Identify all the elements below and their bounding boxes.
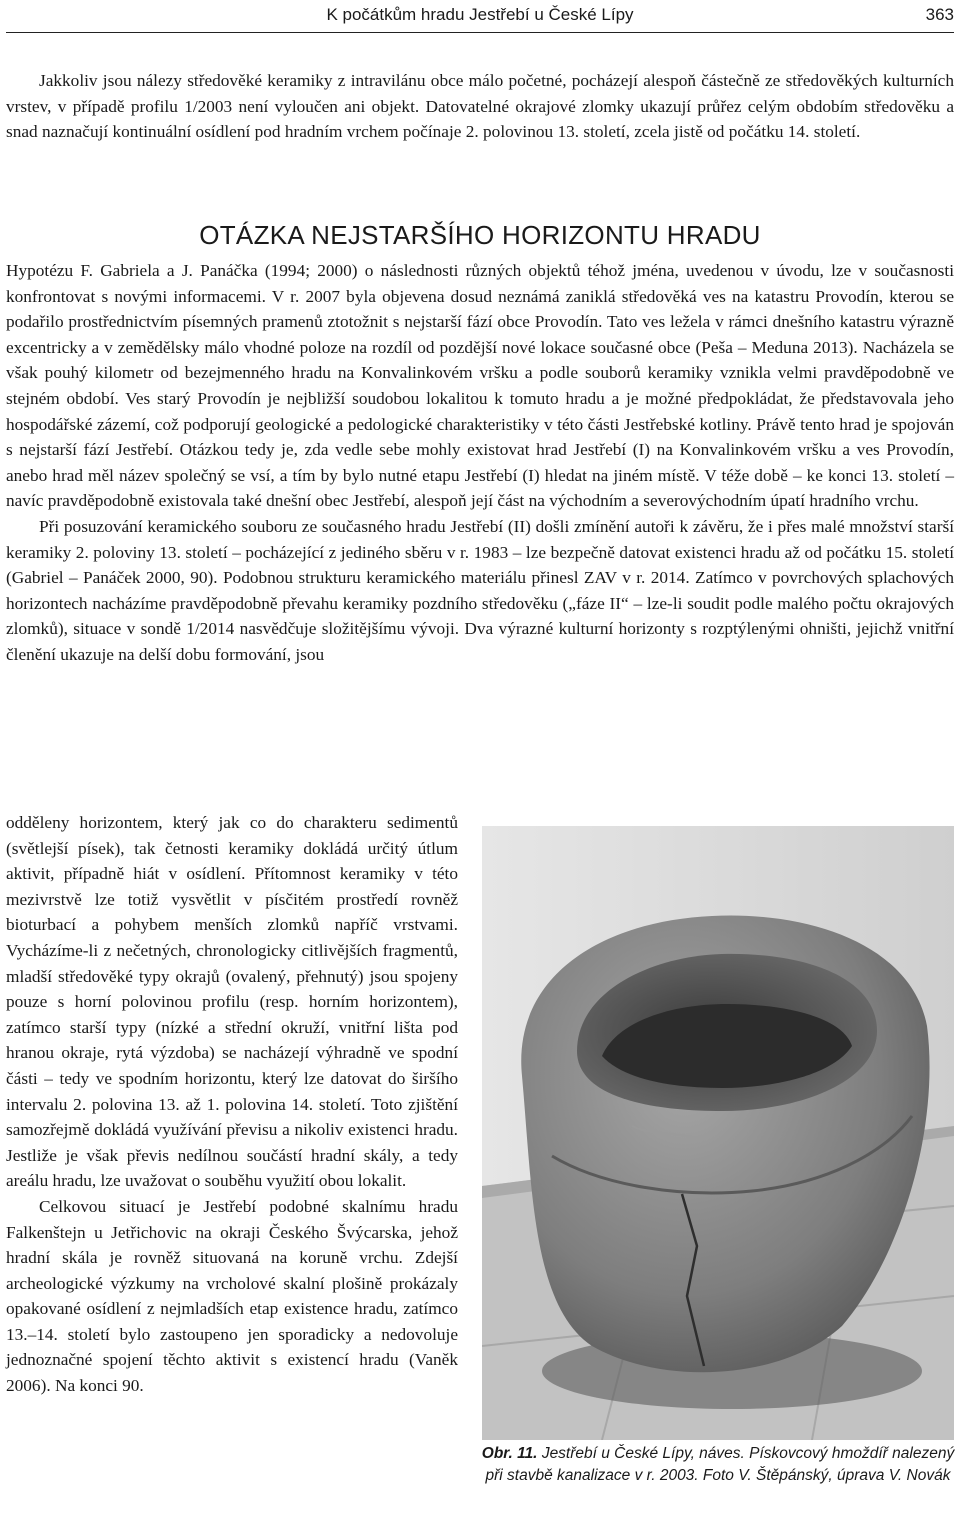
mortar-photo bbox=[482, 826, 954, 1440]
paragraph-2: Při posuzování keramického souboru ze současného hradu Jestřebí (II) došli zmínění autoři k závěru, že i přes malé množství starší keramiky 2. poloviny 13. století – pocházející z jediného sběru v r. 1983 – lze bezpečně datovat existenci hradu až od počátku 15. století (Gabriel – Panáček 2000, 90). Podobnou strukturu keramického materiálu přinesl ZAV v r. 2014. Zatímco v povrchových splachových horizontech nacházíme pravděpodobně převahu keramiky pozdního středověku („fáze II“ – lze-li soudit podle malého počtu okrajových zlomků), situace v sondě 1/2014 nasvědčuje složitějšímu vývoji. Dva výrazné kulturní horizonty s rozptýlenými ohništi, jejichž vnitřní členění ukazuje na delší dobu formování, jsou bbox=[6, 516, 954, 664]
paragraph-1: Hypotézu F. Gabriela a J. Panáčka (1994; 2000) o následnosti různých objektů téhož jména, uvedenou v úvodu, lze v současnosti konfrontovat s novými informacemi. V r. 2007 byla objevena dosud neznámá zaniklá středověká ves na katastru Provodín, kterou se podařilo prostřednictvím písemných pramenů ztotožnit s nejstarší fází obce Provodín. Tato ves ležela v rámci dnešního katastru výrazně excentricky a v zemědělsky málo vhodné poloze na rozdíl od pozdější nové lokace současné obce (Peša – Meduna 2013). Nacházela se však pouhý kilometr od bezejmenného hradu na Konvalinkovém vršku a podle souborů keramiky vznikla velmi pravděpodobně ve stejném období. Ves starý Provodín je nejbližší soudobou lokalitou k tomuto hradu a je možné předpokládat, že představovala jeho hospodářské zázemí, což podporují geologické a pedologické charakteristiky v této části Jestřebské kotliny. Právě tento hrad je spojován s nejstarší fází Jestřebí. Otázkou tedy je, zda vedle sebe mohly existovat hrad Jestřebí (I) na Konvalinkovém vršku a ves Provodín, anebo hrad měl název společný se vsí, a tím by bylo nutné etapu Jestřebí (I) hledat na jiném místě. V téže době – ke konci 13. století – navíc pravděpodobně existovala také dnešní obec Jestřebí, alespoň její část na východním a severovýchodním úpatí hradního vrchu. bbox=[6, 261, 954, 511]
paragraph-2-continued: odděleny horizontem, který jak co do charakteru sedimentů (světlejší písek), tak četnosti keramiky dokládá určitý útlum aktivit, případně hiát v osídlení. Přítomnost keramiky v této mezivrstvě lze totiž vysvětlit v písčitém prostředí rovněž bioturbací a pohybem menších zlomků napříč vrstvami. Vycházíme-li z nečetných, chronologicky citlivějších fragmentů, mladší středověké typy okrajů (ovalený, přehnutý) jsou spojeny pouze s horní polovinou profilu (resp. horním horizontem), zatímco starší typy (nízké a střední okruží, vnitřní lišta pod hranou okraje, rytá výzdoba) se nacházejí výhradně ve spodní části – tedy ve spodním horizontu, který lze datovat do širšího intervalu 2. polovina 13. až 1. polovina 14. století. Toto zjištění samozřejmě dokládá využívání převisu a nikoliv existenci hradu. Jestliže je však převis nedílnou součástí hradní skály, a tedy areálu hradu, lze uvažovat o souběhu využití obou lokalit. bbox=[6, 813, 458, 1191]
running-title: K počátkům hradu Jestřebí u České Lípy bbox=[326, 5, 634, 24]
header-rule bbox=[6, 32, 954, 33]
figure-caption bbox=[478, 1443, 958, 1487]
body-left-column bbox=[6, 810, 458, 1399]
mortar-photo-drawing bbox=[482, 826, 954, 1440]
page-number: 363 bbox=[925, 5, 954, 24]
paragraph-3: Celkovou situací je Jestřebí podobné skalnímu hradu Falkenštejn u Jetřichovic na okraji Českého Švýcarska, jehož hradní skála je rovněž situovaná na koruně vrchu. Zdejší archeologické výzkumy na vrcholové skalní plošině prokázaly opakované osídlení z nejmladších etap existence hradu, zatímco 13.–14. století bylo zastoupeno jen sporadicky a nedovoluje jednoznačné spojení těchto aktivit s existencí hradu (Vaněk 2006). Na konci 90. bbox=[6, 1196, 458, 1396]
figure-caption-text: Jestřebí u České Lípy, náves. Pískovcový hmoždíř nalezený při stavbě kanalizace v r. 2003. Foto V. Štěpánský, úprava V. Novák bbox=[485, 1445, 955, 1484]
figure-label: Obr. 11. bbox=[481, 1445, 538, 1462]
running-head bbox=[6, 2, 954, 32]
body-full-width bbox=[6, 258, 954, 668]
intro-paragraph: Jakkoliv jsou nálezy středověké keramiky z intravilánu obce málo početné, pocházejí alespoň částečně ze středověkých kulturních vrstev, v případě profilu 1/2003 není vyloučen ani objekt. Datovatelné okrajové zlomky ukazují průřez celým obdobím středověku a snad naznačují kontinuální osídlení pod hradním vrchem počínaje 2. polovinou 13. století, zcela jistě od počátku 14. století. bbox=[6, 71, 954, 142]
section-heading: OTÁZKA NEJSTARŠÍHO HORIZONTU HRADU bbox=[199, 220, 761, 250]
